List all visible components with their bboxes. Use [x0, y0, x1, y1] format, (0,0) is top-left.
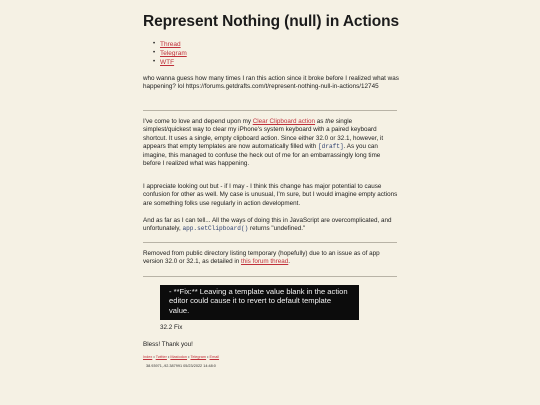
divider: [143, 242, 397, 243]
text: And as far as I can tell... All the ways of doing this in JavaScript are overcomplicated, and unfortunately,: [143, 217, 392, 233]
thread-link[interactable]: Thread: [160, 41, 181, 48]
footer-link-index[interactable]: Index: [143, 355, 153, 359]
text: I've come to love and depend upon my: [143, 118, 253, 125]
fix-version-label: 32.2 Fix: [160, 324, 183, 331]
footer-link-mastodon[interactable]: Mastodon: [170, 355, 188, 359]
footer-link-email[interactable]: Email: [209, 355, 220, 359]
footer-link-telegram[interactable]: Telegram: [190, 355, 207, 359]
text: .: [288, 258, 291, 266]
text: returns "undefined.": [248, 225, 306, 233]
text: . As you can imagine, this managed to confuse the heck out of me for an embarrassingly long time before I realized what was happening.: [143, 143, 381, 168]
paragraph-appreciate: I appreciate looking out but - if I may - I think this change has major potential to cause confusion for other as well. My case is unusual, I'm sure, but I would imagine empty actions are something folks use regularly in action development.: [143, 183, 398, 207]
footer-separator: •: [207, 355, 209, 359]
intro-paragraph: who wanna guess how many times I ran this action since it broke before I realized what was happening? lol https://forums.getdrafts.com/t/represent-nothing-null-in-actions/12745: [143, 75, 399, 91]
footer-location-timestamp: 38.93971,-92.387991 05/23/2022 14:48:0: [146, 364, 216, 368]
link-list: [143, 40, 187, 67]
link-item-wtf: [160, 58, 187, 67]
footer-separator: •: [167, 355, 170, 359]
link-item-thread: [160, 40, 187, 49]
text: Removed from public directory listing temporary (hopefully) due to an issue as of app version 32.0 or 32.1, as detailed in: [143, 250, 380, 266]
paragraph-javascript: [143, 217, 399, 234]
divider: [143, 276, 397, 277]
wtf-link[interactable]: WTF: [160, 59, 175, 66]
footer-separator: •: [188, 355, 190, 359]
paragraph-removed: [143, 250, 399, 267]
forum-thread-link[interactable]: this forum thread: [241, 258, 289, 266]
footer-links: [143, 355, 219, 360]
fix-code-block: - **Fix:** Leaving a template value blank in the action editor could cause it to revert to default template value.: [160, 285, 359, 320]
inline-code-draft: [draft]: [318, 143, 344, 151]
page-title: Represent Nothing (null) in Actions: [143, 13, 399, 30]
clear-clipboard-link[interactable]: Clear Clipboard action: [252, 118, 316, 125]
footer-link-twitter[interactable]: Twitter: [155, 355, 167, 359]
inline-code-setclipboard: app.setClipboard(): [182, 225, 249, 233]
text: as: [315, 118, 326, 125]
telegram-link[interactable]: Telegram: [160, 50, 187, 57]
footer-separator: •: [153, 355, 155, 359]
divider: [143, 110, 397, 111]
link-item-telegram: [160, 49, 187, 58]
bless-text: Bless! Thank you!: [143, 341, 193, 348]
emphasis: the: [325, 118, 334, 125]
text: single simplest/quickest way to clear my iPhone's system keyboard with a paired keyboard shortcut. It uses a single, empty clipboard action. Since either 32.0 or 32.1, however, it appears that empty templates are now automatically filled with: [143, 118, 384, 151]
paragraph-clear-clipboard: [143, 118, 399, 168]
